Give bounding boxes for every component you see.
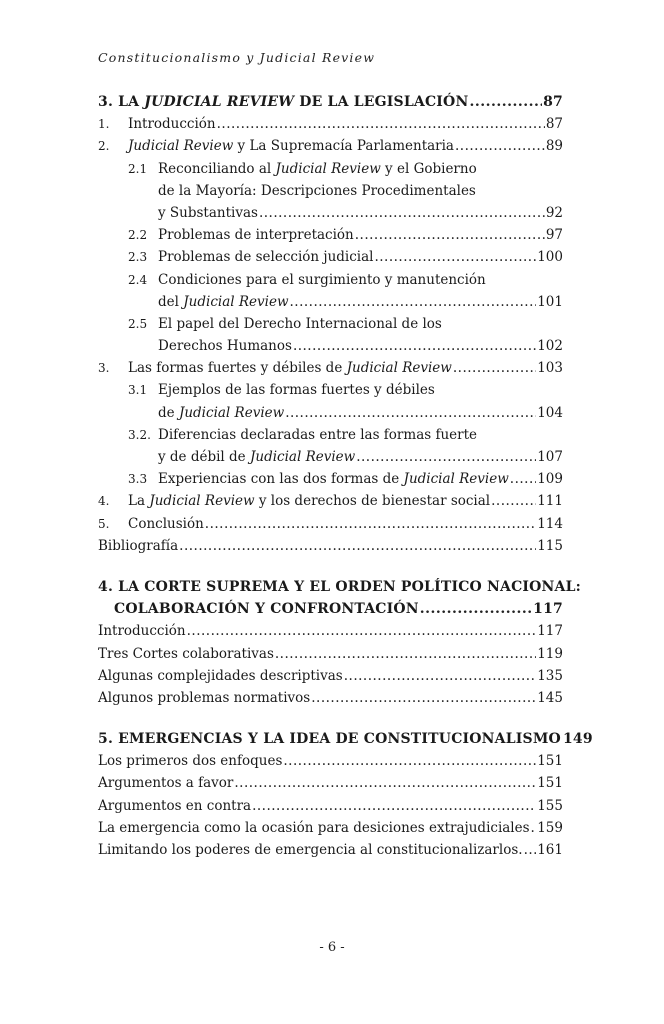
toc-entry-title — [128, 138, 454, 154]
toc-entry-title — [98, 579, 581, 595]
toc-title-segment: Tres Cortes colaborativas — [98, 645, 274, 662]
dot-leader — [179, 538, 536, 554]
toc-entry-title — [98, 842, 523, 858]
toc-entry[interactable] — [98, 205, 563, 227]
toc-title-segment: Introducción — [128, 116, 216, 133]
dot-leader — [524, 842, 537, 858]
toc-entry-title — [98, 668, 343, 684]
toc-page-number: 155 — [537, 797, 563, 814]
toc-entry[interactable] — [98, 382, 563, 404]
dot-leader — [252, 798, 536, 814]
toc-entry-number: 3.2. — [128, 427, 151, 442]
dot-leader — [275, 646, 536, 662]
dot-leader — [234, 775, 536, 791]
toc-title-italic-segment: Judicial Review — [128, 138, 234, 155]
dot-leader — [283, 753, 536, 769]
toc-title-segment: Bibliografía — [98, 537, 179, 554]
toc-page-number: 109 — [537, 471, 563, 488]
toc-title-italic-segment: Judicial Review — [149, 493, 255, 510]
toc-entry-title — [114, 601, 419, 617]
toc-entry[interactable] — [98, 753, 563, 775]
dot-leader — [187, 623, 537, 639]
toc-entry[interactable] — [98, 405, 563, 427]
toc-page-number: 117 — [537, 623, 563, 640]
dot-leader — [531, 820, 537, 836]
toc-title-segment: Algunos problemas normativos — [98, 689, 311, 706]
toc-entry-number: 2.3 — [128, 250, 148, 265]
toc-chapter-heading[interactable] — [98, 731, 593, 753]
toc-entry-title — [98, 538, 178, 554]
toc-title-segment: Las formas fuertes y débiles de — [128, 360, 347, 377]
dot-leader — [491, 493, 536, 509]
toc-page-number: 114 — [537, 515, 563, 532]
toc-page-number: 101 — [537, 293, 563, 310]
toc-title-segment: y el Gobierno — [380, 160, 477, 177]
toc-entry-title — [98, 820, 530, 836]
dot-leader — [355, 227, 545, 243]
toc-title-italic-segment: Judicial Review — [403, 471, 509, 488]
toc-entry[interactable] — [98, 493, 563, 515]
toc-entry-title — [98, 775, 233, 791]
toc-title-italic-segment: Judicial Review — [183, 293, 289, 310]
toc-entry-title — [128, 116, 216, 132]
toc-page-number: 159 — [537, 819, 563, 836]
toc-entry[interactable] — [98, 538, 563, 560]
toc-entry[interactable] — [98, 516, 563, 538]
toc-title-segment: Reconciliando al — [158, 160, 276, 177]
toc-entry-title — [158, 272, 486, 288]
toc-entry[interactable] — [98, 842, 563, 864]
toc-entry[interactable] — [98, 338, 563, 360]
toc-entry[interactable] — [98, 183, 563, 205]
toc-entry[interactable] — [98, 798, 563, 820]
toc-entry-number: 3.3 — [128, 472, 148, 487]
toc-entry-title — [158, 471, 509, 487]
toc-page-number: 107 — [537, 449, 563, 465]
toc-entry-title — [158, 405, 284, 421]
toc-title-italic-segment: Judicial Review — [249, 449, 356, 465]
dot-leader — [285, 405, 536, 421]
toc-entry[interactable] — [98, 690, 563, 712]
dot-leader — [374, 249, 536, 265]
toc-entry[interactable] — [98, 427, 563, 449]
toc-page-number: 145 — [537, 689, 563, 706]
toc-title-italic-segment: JUDICIAL REVIEW — [144, 94, 295, 110]
toc-entry-title — [98, 731, 561, 747]
dot-leader — [290, 294, 537, 310]
toc-entry[interactable] — [98, 272, 563, 294]
toc-title-segment: y de débil de — [158, 449, 250, 465]
toc-page-number: 87 — [545, 116, 563, 133]
toc-title-segment: Conclusión — [128, 515, 204, 532]
dot-leader — [469, 94, 542, 110]
toc-entry[interactable] — [98, 820, 563, 842]
toc-entry-number: 1. — [98, 117, 110, 132]
toc-title-segment: Argumentos a favor — [98, 775, 234, 792]
toc-page-number: 117 — [533, 601, 563, 618]
toc-entry-title — [128, 493, 490, 509]
dot-leader — [217, 116, 545, 132]
toc-entry[interactable] — [98, 449, 563, 471]
toc-chapter-heading[interactable] — [98, 94, 563, 116]
toc-page-number: 151 — [537, 775, 563, 792]
toc-page-number: 102 — [537, 338, 563, 355]
toc-title-segment: Argumentos en contra — [98, 797, 252, 814]
toc-entry-number: 4. — [98, 494, 110, 509]
toc-entry-number: 2.5 — [128, 316, 148, 331]
toc-title-italic-segment: Judicial Review — [346, 360, 452, 377]
toc-entry-title — [158, 205, 258, 221]
dot-leader — [205, 516, 536, 532]
toc-entry-title — [98, 623, 186, 639]
toc-page-number: 115 — [537, 537, 563, 554]
toc-page-number: 111 — [537, 493, 563, 510]
toc-entry[interactable] — [98, 360, 563, 382]
toc-page-number: 89 — [545, 138, 563, 155]
toc-title-segment: y Substantivas — [158, 204, 258, 221]
toc-entry-title — [158, 294, 289, 310]
toc-title-segment: El papel del Derecho Internacional de los — [158, 315, 442, 332]
toc-title-segment: Condiciones para el surgimiento y manutención — [158, 271, 486, 288]
toc-entry-title — [98, 646, 274, 662]
toc-entry-title — [158, 427, 477, 443]
page-number: - 6 - — [319, 940, 345, 955]
dot-leader — [510, 471, 536, 487]
toc-title-segment: Derechos Humanos — [158, 338, 292, 355]
toc-title-segment: DE LA LEGISLACIÓN — [294, 94, 469, 110]
toc-entry[interactable] — [98, 646, 563, 668]
toc-entry-number: 5. — [98, 516, 110, 531]
toc-entry-title — [158, 338, 292, 354]
toc-entry-number: 2.4 — [128, 272, 148, 287]
toc-entry[interactable] — [98, 294, 563, 316]
toc-title-segment: del — [158, 293, 184, 310]
toc-entry-title — [98, 798, 251, 814]
toc-page-number: 104 — [537, 404, 563, 421]
toc-entry[interactable] — [98, 316, 563, 338]
running-header: Constitucionalismo y Judicial Review — [98, 50, 376, 65]
dot-leader — [455, 138, 545, 154]
toc-page-number: 149 — [562, 731, 593, 748]
toc-entry-title — [158, 183, 476, 199]
toc-entry-number: 3.1 — [128, 383, 148, 398]
toc-page-number: 97 — [545, 227, 563, 244]
toc-title-segment: Introducción — [98, 623, 186, 640]
toc-entry-title — [98, 94, 468, 110]
toc-title-segment: de — [158, 404, 179, 421]
toc-page-number: 103 — [537, 360, 563, 377]
toc-entry-title — [128, 516, 204, 532]
toc-page-number: 92 — [545, 204, 563, 221]
table-of-contents — [98, 94, 593, 864]
toc-title-italic-segment: Judicial Review — [178, 404, 285, 421]
toc-entry[interactable] — [98, 249, 563, 271]
toc-entry[interactable] — [98, 775, 563, 797]
toc-page-number: 151 — [537, 753, 563, 770]
toc-page-number: 135 — [537, 667, 563, 684]
toc-title-segment: Problemas de interpretación — [158, 227, 354, 244]
toc-page-number: 161 — [537, 842, 563, 858]
toc-entry[interactable] — [98, 668, 563, 690]
toc-entry[interactable] — [98, 161, 563, 183]
toc-entry-title — [158, 249, 373, 265]
toc-entry-title — [158, 382, 435, 398]
toc-entry[interactable] — [98, 227, 563, 249]
toc-title-segment: de la Mayoría: Descripciones Procedimentales — [158, 182, 476, 199]
dot-leader — [293, 338, 536, 354]
toc-title-segment: COLABORACIÓN Y CONFRONTACIÓN — [114, 601, 419, 618]
toc-title-segment: La emergencia como la ocasión para desiciones extrajudiciales — [98, 819, 530, 836]
toc-page-number: 87 — [543, 94, 563, 110]
toc-title-segment: 5. EMERGENCIAS Y LA IDEA DE CONSTITUCIONALISMO — [98, 731, 561, 748]
toc-entry[interactable] — [98, 471, 563, 493]
toc-title-segment: Experiencias con las dos formas de — [158, 471, 404, 488]
toc-title-segment: y La Supremacía Parlamentaria — [233, 138, 454, 155]
toc-title-segment: Los primeros dos enfoques — [98, 753, 283, 770]
toc-chapter-heading[interactable] — [98, 578, 582, 601]
dot-leader — [344, 668, 536, 684]
toc-chapter-heading[interactable] — [98, 601, 563, 623]
toc-title-segment: La — [128, 493, 150, 510]
toc-title-segment: Limitando los poderes de emergencia al constitucionalizarlos. — [98, 842, 523, 858]
toc-title-segment: 3. LA — [98, 94, 145, 110]
toc-page-number: 100 — [537, 249, 563, 266]
toc-entry-title — [158, 161, 477, 177]
dot-leader — [356, 449, 536, 465]
dot-leader — [311, 690, 536, 706]
toc-entry-number: 2.2 — [128, 228, 148, 243]
toc-title-segment: Problemas de selección judicial — [158, 249, 374, 266]
toc-entry-title — [98, 690, 310, 706]
toc-title-segment: y los derechos de bienestar social — [254, 493, 491, 510]
toc-title-segment: 4. LA CORTE SUPREMA Y EL ORDEN POLÍTICO NACIONAL: — [98, 578, 582, 595]
toc-entry-title — [128, 360, 452, 376]
toc-entry-title — [158, 227, 354, 243]
toc-entry[interactable] — [98, 138, 563, 160]
toc-entry-number: 3. — [98, 361, 110, 376]
toc-title-italic-segment: Judicial Review — [275, 160, 381, 177]
dot-leader — [453, 360, 536, 376]
dot-leader — [420, 601, 532, 617]
dot-leader — [259, 205, 545, 221]
toc-entry[interactable] — [98, 623, 563, 645]
section-gap — [98, 560, 563, 579]
toc-entry-title — [98, 753, 282, 769]
toc-entry-number: 2.1 — [128, 161, 148, 176]
toc-title-segment: Algunas complejidades descriptivas — [98, 667, 343, 684]
toc-entry-number: 2. — [98, 139, 110, 154]
toc-page-number: 119 — [537, 645, 563, 662]
toc-title-segment: Diferencias declaradas entre las formas fuerte — [158, 426, 478, 443]
section-gap — [98, 712, 563, 731]
toc-entry[interactable] — [98, 116, 563, 138]
toc-entry-title — [158, 316, 442, 332]
toc-title-segment: Ejemplos de las formas fuertes y débiles — [158, 382, 435, 399]
toc-entry-title — [158, 449, 355, 465]
